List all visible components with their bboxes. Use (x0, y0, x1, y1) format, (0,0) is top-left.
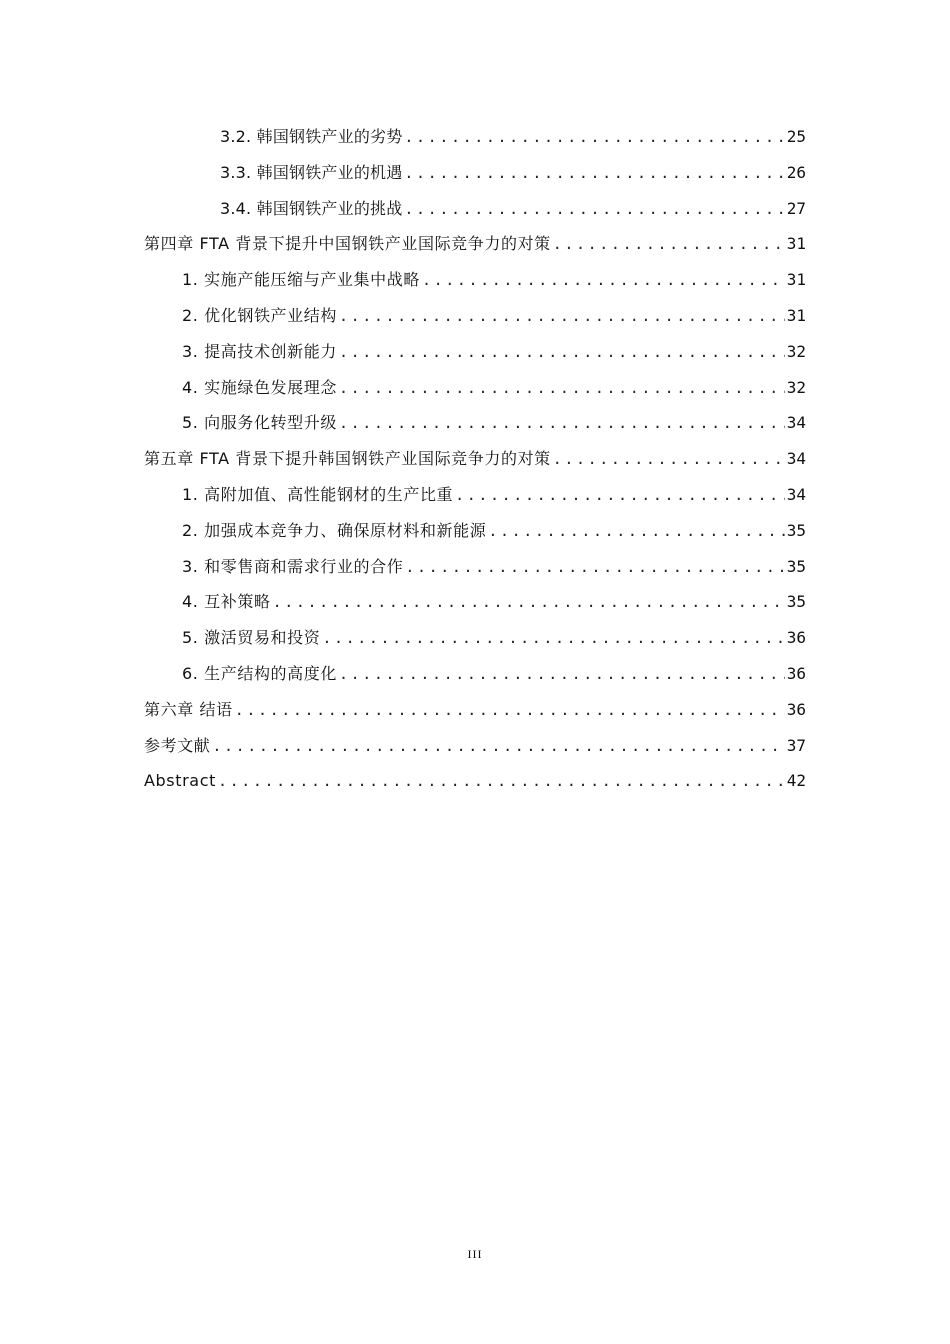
toc-entry-page: 35 (786, 556, 806, 576)
toc-entry-page: 26 (786, 162, 806, 182)
toc-leader-dots (235, 693, 785, 729)
toc-entry-page: 31 (786, 234, 806, 254)
toc-entry-title: 2. 加强成本竞争力、确保原材料和新能源 (182, 520, 487, 540)
toc-leader-dots (339, 406, 785, 442)
toc-entry-title: 第五章 FTA 背景下提升韩国钢铁产业国际竞争力的对策 (144, 449, 551, 469)
toc-entry[interactable] (144, 549, 806, 585)
toc-leader-dots (339, 299, 785, 335)
toc-entry[interactable] (144, 262, 806, 298)
toc-entry-title: 3.3. 韩国钢铁产业的机遇 (220, 162, 403, 182)
toc-entry-title: 第四章 FTA 背景下提升中国钢铁产业国际竞争力的对策 (144, 234, 551, 254)
toc-entry-title: 第六章 结语 (144, 699, 233, 719)
toc-entry-page: 32 (786, 377, 806, 397)
page-number: III (467, 1247, 483, 1261)
toc-entry-title: 3.2. 韩国钢铁产业的劣势 (220, 127, 403, 146)
toc-leader-dots (404, 192, 784, 228)
toc-entry[interactable] (144, 119, 806, 155)
toc-entry-title: 5. 向服务化转型升级 (182, 413, 337, 433)
toc-entry-page: 36 (786, 628, 806, 648)
toc-leader-dots (218, 764, 785, 800)
toc-entry[interactable] (144, 441, 806, 477)
toc-entry-page: 31 (786, 305, 806, 325)
toc-entry[interactable] (144, 620, 806, 656)
toc-leader-dots (404, 156, 784, 192)
toc-entry[interactable] (144, 477, 806, 513)
toc-entry-title: 5. 激活贸易和投资 (182, 628, 321, 648)
toc-entry-title: Abstract (144, 771, 216, 791)
toc-entry-title: 1. 高附加值、高性能钢材的生产比重 (182, 484, 454, 504)
toc-entry[interactable] (144, 155, 806, 191)
toc-entry-title: 4. 互补策略 (182, 592, 271, 612)
toc-leader-dots (404, 120, 784, 156)
toc-entry-page: 27 (786, 198, 806, 218)
toc-entry-page: 25 (786, 127, 806, 146)
toc-entry-page: 34 (786, 449, 806, 469)
toc-entry-page: 35 (786, 592, 806, 612)
toc-leader-dots (422, 263, 785, 299)
toc-entry-title: 4. 实施绿色发展理念 (182, 377, 337, 397)
toc-entry-page: 42 (786, 771, 806, 791)
toc-entry[interactable] (144, 763, 806, 799)
toc-leader-dots (322, 621, 784, 657)
toc-entry[interactable] (144, 334, 806, 370)
toc-entry-page: 37 (786, 735, 806, 755)
toc-leader-dots (488, 514, 784, 550)
toc-leader-dots (212, 729, 784, 765)
toc-entry[interactable] (144, 692, 806, 728)
toc-entry-page: 32 (786, 341, 806, 361)
toc-leader-dots (339, 371, 785, 407)
toc-entry-page: 34 (786, 413, 806, 433)
toc-leader-dots (339, 657, 785, 693)
toc-entry-page: 36 (786, 663, 806, 683)
table-of-contents (144, 119, 806, 799)
toc-entry-title: 参考文献 (144, 735, 211, 755)
toc-entry-page: 35 (786, 520, 806, 540)
toc-leader-dots (455, 478, 785, 514)
toc-leader-dots (553, 227, 785, 263)
toc-entry-title: 3.4. 韩国钢铁产业的挑战 (220, 198, 403, 218)
toc-entry[interactable] (144, 298, 806, 334)
toc-entry-title: 3. 提高技术创新能力 (182, 341, 337, 361)
toc-entry-page: 34 (786, 484, 806, 504)
toc-entry[interactable] (144, 370, 806, 406)
toc-entry[interactable] (144, 226, 806, 262)
toc-leader-dots (339, 335, 785, 371)
toc-entry-title: 2. 优化钢铁产业结构 (182, 305, 337, 325)
toc-entry[interactable] (144, 728, 806, 764)
toc-entry-title: 6. 生产结构的高度化 (182, 663, 337, 683)
toc-entry-title: 1. 实施产能压缩与产业集中战略 (182, 270, 420, 290)
toc-leader-dots (405, 550, 784, 586)
toc-entry-page: 36 (786, 699, 806, 719)
toc-entry[interactable] (144, 656, 806, 692)
toc-leader-dots (273, 585, 785, 621)
toc-entry-page: 31 (786, 270, 806, 290)
toc-leader-dots (553, 442, 785, 478)
toc-entry[interactable] (144, 513, 806, 549)
toc-entry[interactable] (144, 584, 806, 620)
toc-entry[interactable] (144, 191, 806, 227)
toc-entry[interactable] (144, 405, 806, 441)
toc-entry-title: 3. 和零售商和需求行业的合作 (182, 556, 404, 576)
